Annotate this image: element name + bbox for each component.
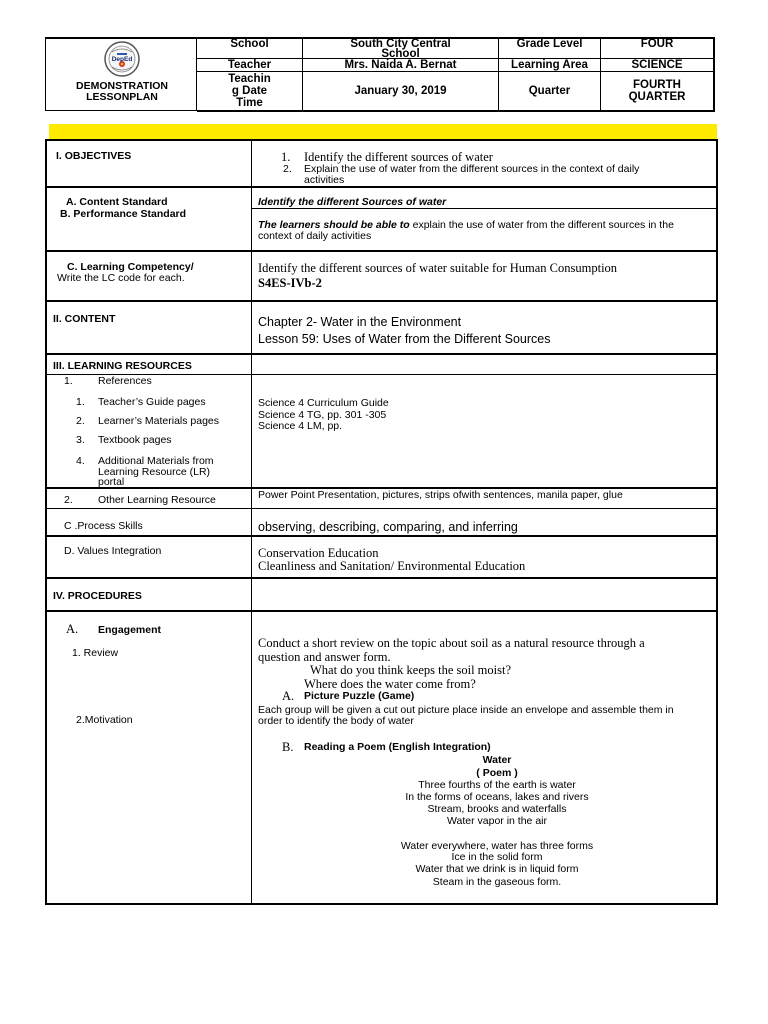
objectives-label: I. OBJECTIVES (56, 150, 132, 162)
poem-line: In the forms of oceans, lakes and rivers (405, 791, 589, 803)
references-label: References (98, 375, 152, 387)
deped-seal-icon (90, 40, 154, 78)
other-resource-number: 2. (64, 494, 73, 506)
other-resource-label: Other Learning Resource (98, 494, 216, 506)
procedures-label: IV. PROCEDURES (53, 590, 142, 602)
performance-standard-lead: The learners should be able to (258, 219, 410, 231)
poem-line: Water vapor in the air (447, 815, 547, 827)
review-question-2: Where does the water come from? (304, 677, 476, 691)
process-skills-label: C .Process Skills (64, 520, 143, 532)
review-label: 1. Review (72, 647, 119, 659)
puzzle-line2: order to identify the body of water (258, 715, 414, 727)
row-line (45, 577, 718, 579)
performance-standard-label: B. Performance Standard (60, 208, 187, 220)
references-number: 1. (64, 375, 73, 387)
resources-value-line2: Science 4 TG, pp. 301 -305 (258, 409, 387, 421)
objective-2-line1: Explain the use of water from the different sources in the context of daily (304, 163, 640, 175)
competency-label-line2: Write the LC code for each. (57, 272, 185, 284)
row-line (45, 250, 718, 252)
values-line2: Cleanliness and Sanitation/ Environmental Education (258, 559, 526, 573)
poem-line: Steam in the gaseous form. (432, 876, 562, 888)
additional-materials-line2: Learning Resource (LR) (98, 466, 211, 478)
row-line (45, 300, 718, 302)
competency-value: Identify the different sources of water suitable for Human Consumption (258, 261, 618, 275)
quarter-label: Quarter (528, 85, 571, 97)
objective-1-number: 1. (281, 150, 291, 164)
svg-text:DepEd: DepEd (111, 56, 133, 63)
date-label-line2: g Date (231, 85, 268, 97)
performance-standard-line2: context of daily activities (258, 230, 372, 242)
puzzle-line1: Each group will be given a cut out picture place inside an envelope and assemble them in (258, 704, 674, 716)
grade-value: FOUR (640, 38, 674, 50)
school-value-line1: South City Central (350, 38, 451, 50)
content-lesson: Lesson 59: Uses of Water from the Different Sources (258, 332, 551, 346)
review-line1: Conduct a short review on the topic about soil as a natural resource through a (258, 636, 645, 650)
poem-heading: Reading a Poem (English Integration) (304, 741, 491, 753)
resources-value-line1: Science 4 Curriculum Guide (258, 397, 389, 409)
date-value: January 30, 2019 (354, 85, 447, 97)
lm-pages-number: 2. (76, 415, 85, 427)
teacher-label: Teacher (227, 59, 272, 71)
row-line (45, 508, 718, 509)
quarter-value-line2: QUARTER (628, 91, 686, 103)
row-line (45, 610, 718, 612)
lm-pages-label: Learner’s Materials pages (98, 415, 220, 427)
objective-1: Identify the different sources of water (304, 150, 493, 164)
values-line1: Conservation Education (258, 546, 379, 560)
school-value-line2: School (381, 48, 420, 60)
row-line (45, 186, 718, 188)
row-line (45, 353, 718, 355)
engagement-letter: A. (66, 622, 79, 636)
poem-line: Ice in the solid form (451, 851, 543, 863)
resources-value-line3: Science 4 LM, pp. (258, 420, 343, 432)
performance-standard-rest: explain the use of water from the different sources in the (409, 219, 674, 231)
school-label: School (230, 38, 269, 50)
objective-2-number: 2. (283, 163, 292, 175)
header-right-rule (713, 37, 715, 112)
date-label-line1: Teachin (228, 73, 271, 85)
content-label: II. CONTENT (53, 313, 116, 325)
section-banner (49, 124, 717, 139)
teacher-value: Mrs. Naida A. Bernat (344, 59, 457, 71)
poem-line: Stream, brooks and waterfalls (427, 803, 567, 815)
poem-line: Three fourths of the earth is water (418, 779, 576, 791)
objective-2-line2: activities (304, 174, 345, 186)
content-standard-value: Identify the different Sources of water (258, 196, 447, 208)
tg-pages-label: Teacher’s Guide pages (98, 396, 206, 408)
header-bottom-rule (197, 110, 715, 112)
learning-area-label: Learning Area (511, 59, 588, 71)
content-standard-label: A. Content Standard (66, 196, 168, 208)
row-line (252, 208, 718, 209)
tg-pages-number: 1. (76, 396, 85, 408)
content-chapter: Chapter 2- Water in the Environment (258, 315, 462, 329)
grade-label: Grade Level (516, 38, 583, 50)
textbook-pages-number: 3. (76, 434, 85, 446)
competency-code: S4ES-IVb-2 (258, 276, 322, 290)
values-label: D. Values Integration (64, 545, 162, 557)
additional-materials-number: 4. (76, 455, 85, 467)
puzzle-letter: A. (282, 689, 295, 703)
other-resource-value: Power Point Presentation, pictures, strips ofwith sentences, manila paper, glue (258, 489, 623, 501)
poem-title: Water (482, 754, 512, 766)
doc-title-line1: DEMONSTRATION (76, 80, 168, 92)
poem-line: Water that we drink is in liquid form (415, 863, 579, 875)
review-line2: question and answer form. (258, 650, 391, 664)
column-divider (251, 139, 252, 905)
row-line (45, 535, 718, 537)
poem-letter: B. (282, 740, 294, 754)
poem-subtitle: ( Poem ) (476, 767, 518, 779)
puzzle-title: Picture Puzzle (Game) (304, 690, 415, 702)
textbook-pages-label: Textbook pages (98, 434, 172, 446)
process-skills-value: observing, describing, comparing, and inferring (258, 520, 518, 534)
learning-area-value: SCIENCE (631, 59, 683, 71)
doc-title-line2: LESSONPLAN (86, 91, 158, 103)
motivation-label: 2.Motivation (76, 714, 133, 726)
additional-materials-line1: Additional Materials from (98, 455, 214, 467)
date-label-line3: Time (236, 97, 263, 109)
poem-line: Water everywhere, water has three forms (400, 840, 594, 852)
competency-label-line1: C. Learning Competency/ (67, 261, 194, 273)
review-question-1: What do you think keeps the soil moist? (310, 663, 512, 677)
quarter-value-line1: FOURTH (633, 79, 681, 91)
resources-label: III. LEARNING RESOURCES (53, 360, 192, 372)
engagement-label: Engagement (98, 624, 162, 636)
additional-materials-line3: portal (98, 476, 125, 488)
